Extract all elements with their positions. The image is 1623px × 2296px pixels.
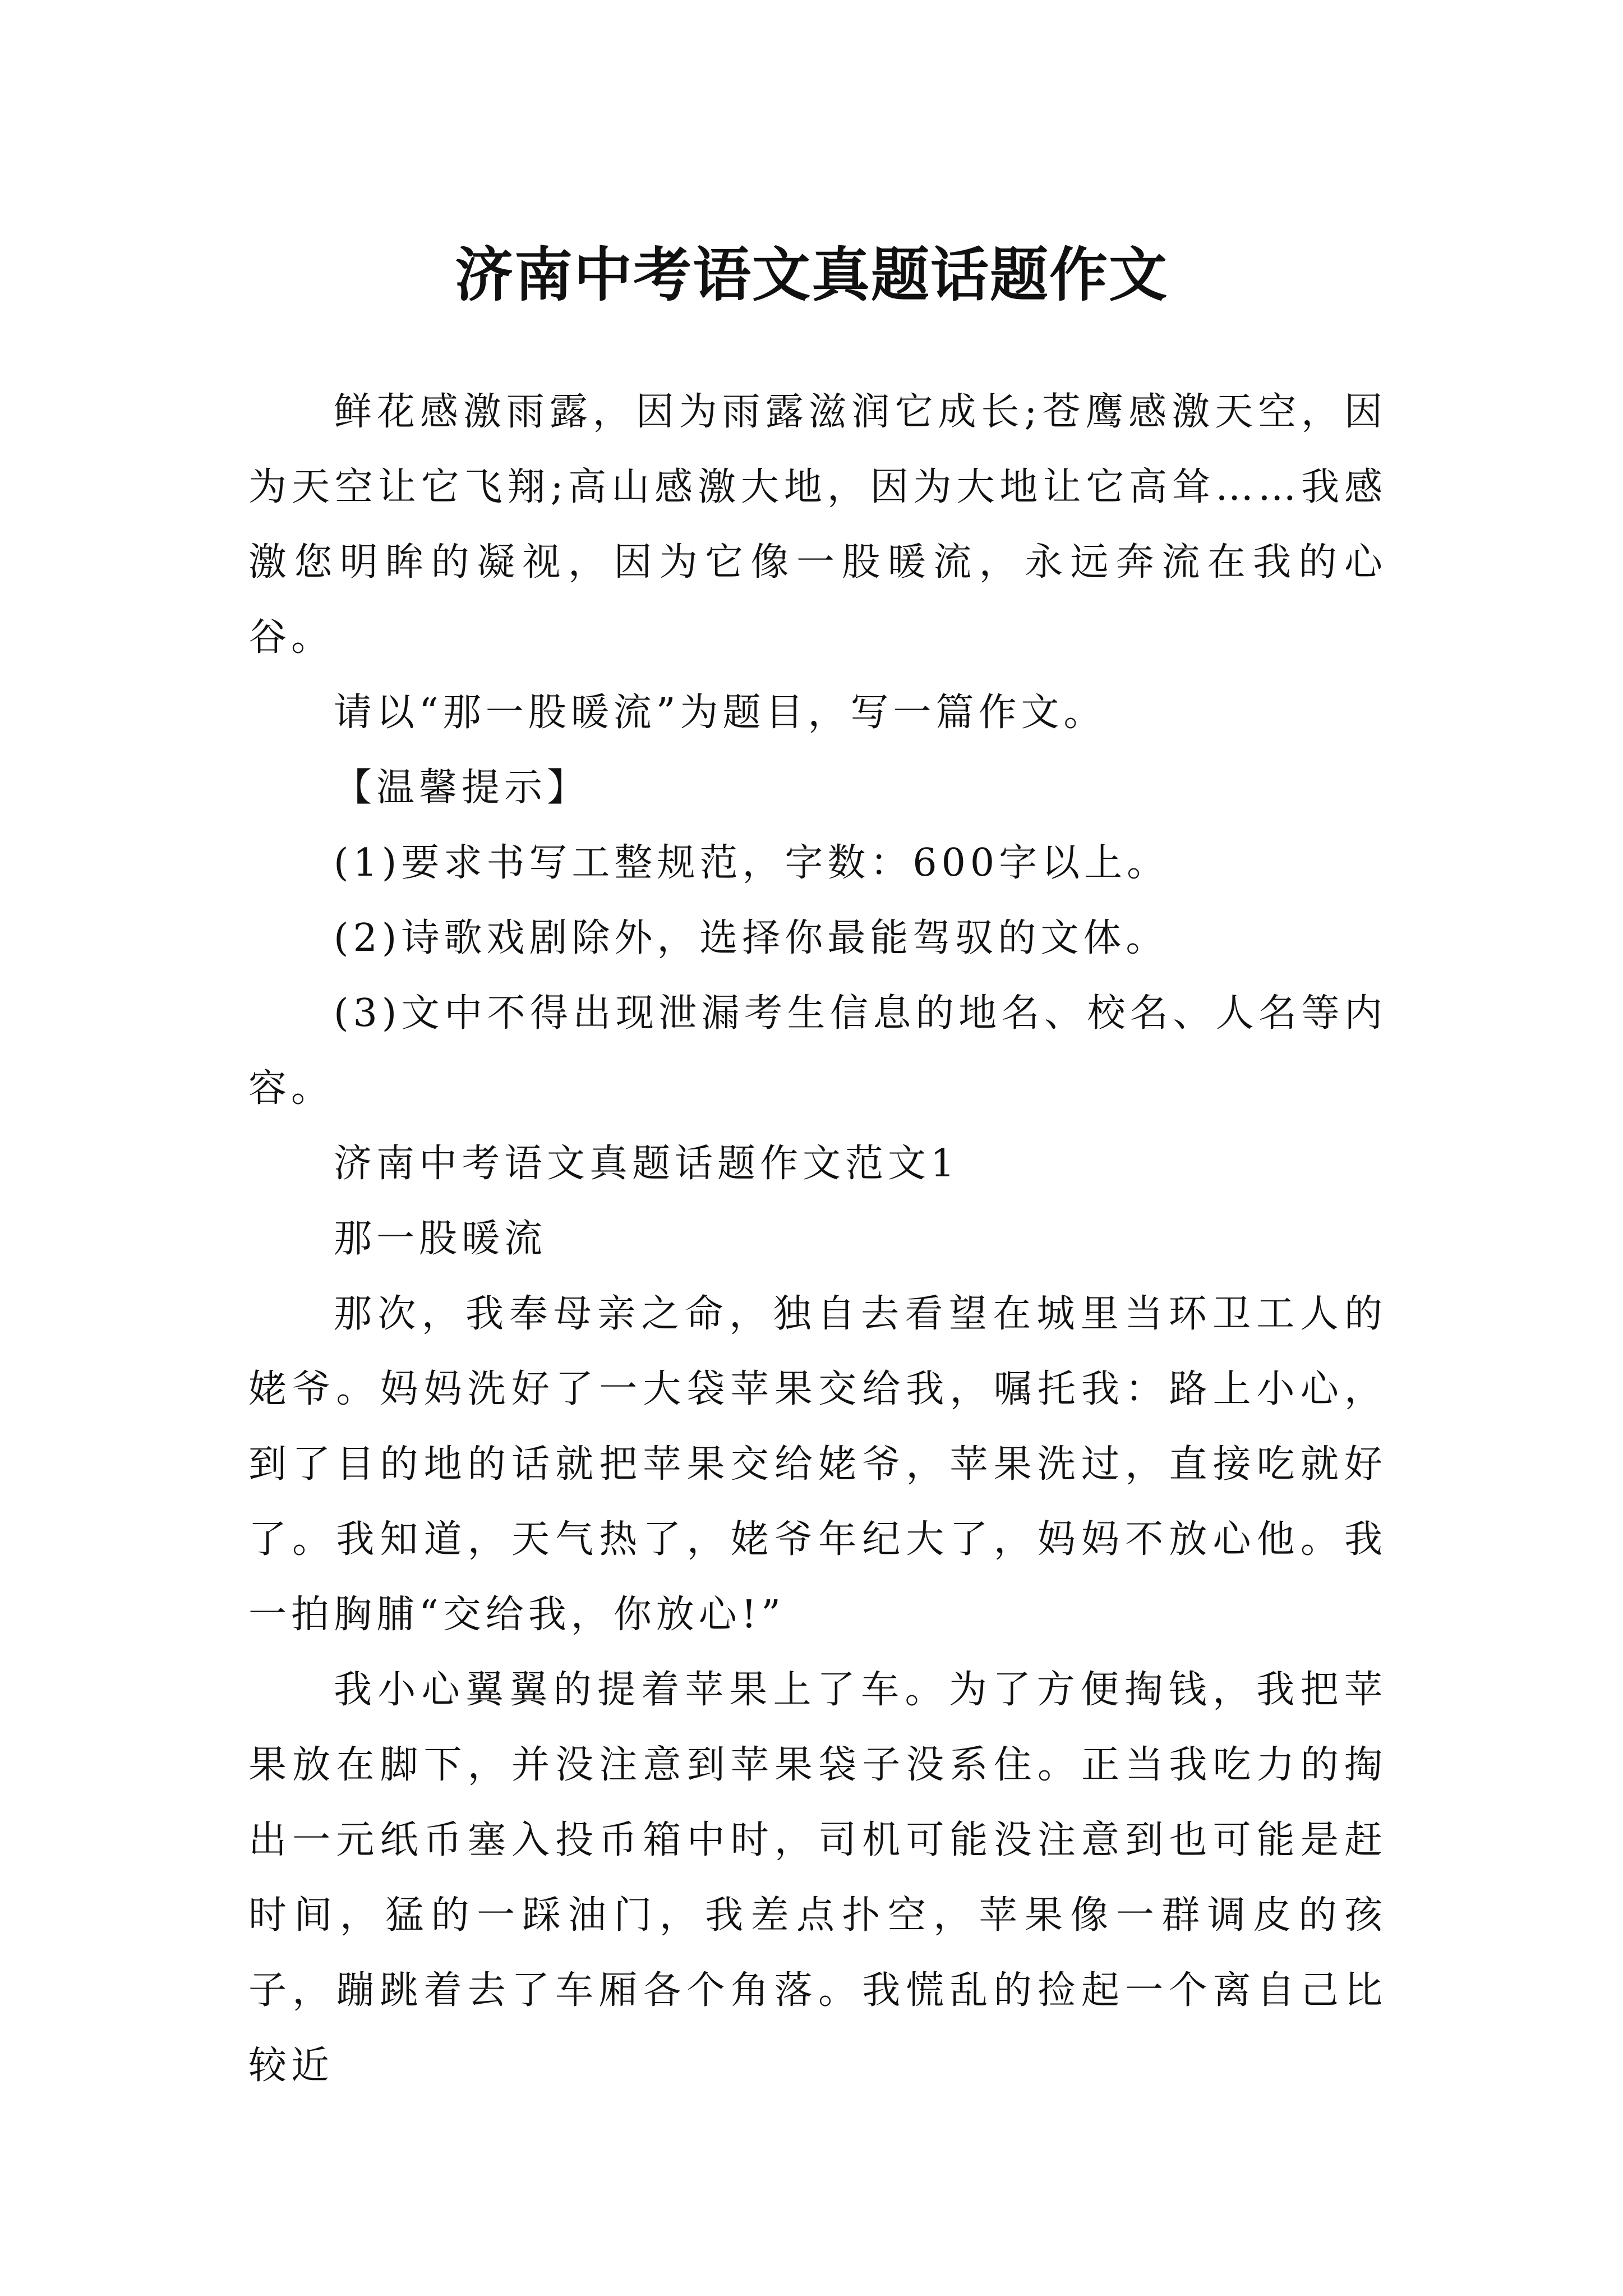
paragraph-tips-heading: 【温馨提示】 <box>334 766 590 810</box>
paragraph-essay-2: 我小心翼翼的提着苹果上了车。为了方便掏钱，我把苹果放在脚下，并没注意到苹果袋子没系住。正当我吃力的掏出一元纸币塞入投币箱中时，司机可能没注意到也可能是赶时间，猛的一踩油门，我差点扑空，苹果像一群调皮的孩子，蹦跳着去了车厢各个角落。我慌乱的捡起一个离自己比较近 <box>248 1668 1387 2088</box>
paragraph-intro: 鲜花感激雨露，因为雨露滋润它成长;苍鹰感激天空，因为天空让它飞翔;高山感激大地，因为大地让它高耸……我感激您明眸的凝视，因为它像一股暖流，永远奔流在我的心谷。 <box>248 390 1387 660</box>
paragraph-prompt: 请以“那一股暖流”为题目，写一篇作文。 <box>334 691 1106 735</box>
document-body <box>248 375 1387 2104</box>
paragraph-tip-2: (2)诗歌戏剧除外，选择你最能驾驭的文体。 <box>334 916 1169 960</box>
paragraph-essay-title: 那一股暖流 <box>334 1217 547 1261</box>
paragraph-tip-3: (3)文中不得出现泄漏考生信息的地名、校名、人名等内容。 <box>248 991 1387 1111</box>
paragraph-sample-heading: 济南中考语文真题话题作文范文1 <box>334 1142 960 1186</box>
paragraph-essay-1: 那次，我奉母亲之命，独自去看望在城里当环卫工人的姥爷。妈妈洗好了一大袋苹果交给我，嘱托我：路上小心，到了目的地的话就把苹果交给姥爷，苹果洗过，直接吃就好了。我知道，天气热了，姥爷年纪大了，妈妈不放心他。我一拍胸脯“交给我，你放心!” <box>248 1292 1387 1637</box>
document-title: 济南中考语文真题话题作文 <box>454 240 1168 309</box>
paragraph-tip-1: (1)要求书写工整规范，字数：600字以上。 <box>334 841 1170 885</box>
